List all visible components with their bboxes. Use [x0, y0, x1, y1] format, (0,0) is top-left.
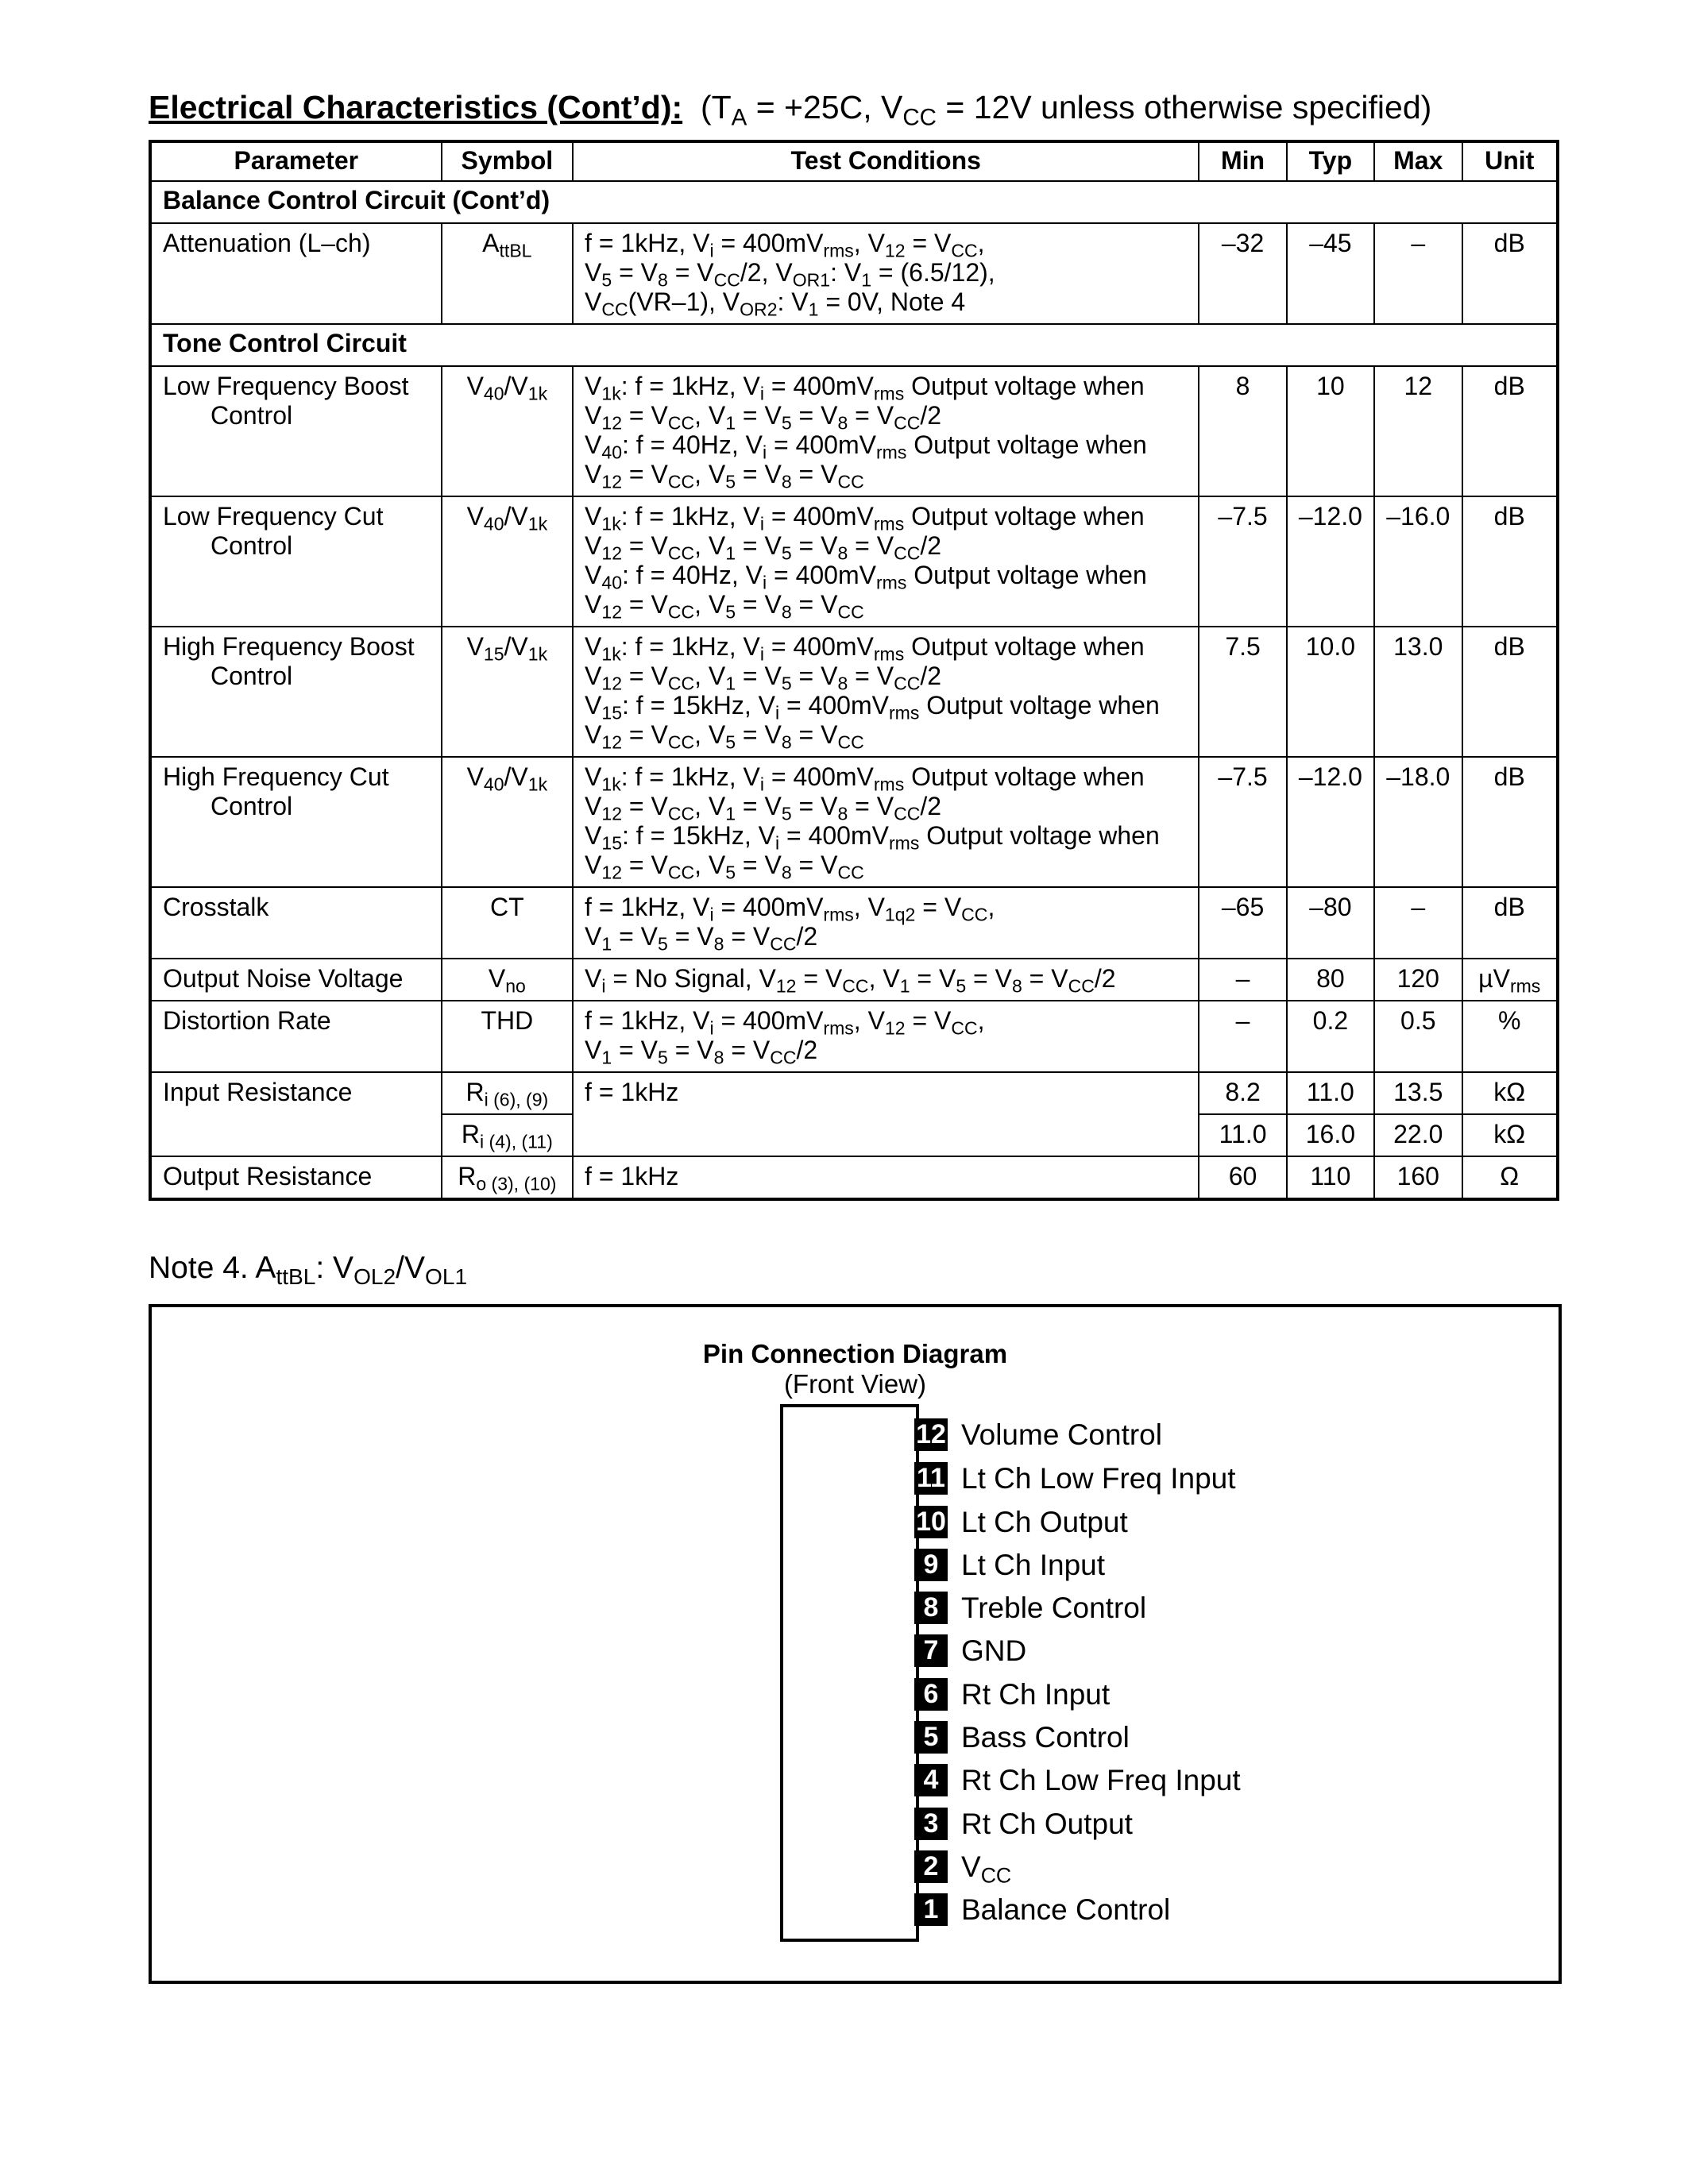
pin-label: Rt Ch Output [961, 1808, 1133, 1840]
pin-label: GND [961, 1634, 1027, 1667]
min-crosstalk: –65 [1199, 887, 1286, 959]
cond-noise: $V_i = No$ Signal, $V_{12} = V_{CC}$, $V_1 = V_5 = V_8 = V_{CC}/2$ [573, 959, 1199, 1001]
pin-12 [914, 1418, 1162, 1451]
symbol-thd: THD [442, 1001, 573, 1072]
section-row [150, 181, 1558, 223]
typ-rin-b: 16.0 [1287, 1114, 1374, 1156]
param-hfb: High Frequency Boost Control [150, 627, 442, 757]
diagram-subtitle: (Front View) [783, 1369, 927, 1399]
header-parameter: Parameter [150, 141, 442, 181]
page-title [149, 89, 1432, 131]
section-tone: Tone Control Circuit [150, 324, 1558, 366]
symbol-lfb: $V_{40}/V_{1k}$ [442, 366, 573, 496]
table-row [150, 1001, 1558, 1072]
typ-crosstalk: –80 [1287, 887, 1374, 959]
unit-rin-a: kΩ [1462, 1072, 1559, 1114]
pin-number: 7 [914, 1634, 948, 1667]
unit-thd: % [1462, 1001, 1559, 1072]
param-lfb: Low Frequency Boost Control [150, 366, 442, 496]
typ-thd: 0.2 [1287, 1001, 1374, 1072]
typ-hfb: 10.0 [1287, 627, 1374, 757]
min-thd: – [1199, 1001, 1286, 1072]
min-hfb: 7.5 [1199, 627, 1286, 757]
table-row [150, 1156, 1558, 1199]
pin-label: Lt Ch Output [961, 1506, 1128, 1538]
unit-rin-b: kΩ [1462, 1114, 1559, 1156]
param-attenuation: Attenuation (L–ch) [150, 223, 442, 324]
pin-number: 1 [914, 1893, 948, 1926]
max-crosstalk: – [1374, 887, 1462, 959]
title-heading: Electrical Characteristics (Cont’d): [149, 89, 683, 125]
min-rout: 60 [1199, 1156, 1286, 1199]
pin-2 [914, 1850, 1012, 1888]
symbol-lfc: $V_{40}/V_{1k}$ [442, 496, 573, 627]
diagram-title: Pin Connection Diagram [702, 1339, 1008, 1368]
pin-number: 12 [914, 1418, 948, 1451]
symbol-crosstalk: CT [442, 887, 573, 959]
max-hfc: –18.0 [1374, 757, 1462, 887]
max-rin-b: 22.0 [1374, 1114, 1462, 1156]
symbol-attenuation: $A_{ttBL}$ [442, 223, 573, 324]
pin-number: 8 [914, 1592, 948, 1624]
unit-hfb: dB [1462, 627, 1559, 757]
symbol-rin-b: $R_{i (4), (11)}$ [442, 1114, 573, 1156]
pin-connection-diagram [149, 1304, 1562, 1984]
cond-thd: f = 1kHz, $V_i = 400mV_{rms}$, $V_{12} = V_{CC}$, $V_1 = V_5 = V_8 = V_{CC}/2$ [573, 1001, 1199, 1072]
param-noise: Output Noise Voltage [150, 959, 442, 1001]
cond-lfb: $V_{1k}$: f = 1kHz, $V_i = 400mV_{rms}$ Output voltage when $V_{12} = V_{CC}$, $V_1 = V_5 = V_8 = V_{CC}/2$ $V_{40}$: f = 40Hz, $V_i = 400mV_{rms}$ Output voltage when $V_{12} = V_{CC}$, $V_5 = V_8 = V_{CC}$ [573, 366, 1199, 496]
pin-4 [914, 1764, 1241, 1796]
unit-noise: µV$_{rms}$ [1462, 959, 1559, 1001]
section-row [150, 324, 1558, 366]
electrical-characteristics-table [149, 140, 1559, 1201]
typ-attenuation: –45 [1287, 223, 1374, 324]
pin-number: 2 [914, 1850, 948, 1883]
unit-hfc: dB [1462, 757, 1559, 887]
pin-7 [914, 1634, 1026, 1667]
cond-attenuation: f = 1kHz, $V_i = 400mV_{rms}$, $V_{12} = V_{CC}$, $V_5 = V_8 = V_{CC}/2$, $V_{OR1}$: $V_1 = (6.5/12)$, $V_{CC}(VR-1)$, $V_{OR2}$: $V_1 = 0V$, Note 4 [573, 223, 1199, 324]
max-hfb: 13.0 [1374, 627, 1462, 757]
unit-rout: Ω [1462, 1156, 1559, 1199]
pin-label: Bass Control [961, 1721, 1130, 1754]
table-row [150, 223, 1558, 324]
typ-rin-a: 11.0 [1287, 1072, 1374, 1114]
unit-lfb: dB [1462, 366, 1559, 496]
table-row [150, 887, 1558, 959]
pin-label: $V_{CC}$ [961, 1850, 1012, 1888]
header-typ: Typ [1287, 141, 1374, 181]
param-lfc: Low Frequency Cut Control [150, 496, 442, 627]
header-min: Min [1199, 141, 1286, 181]
typ-lfc: –12.0 [1287, 496, 1374, 627]
cond-crosstalk: f = 1kHz, $V_i = 400mV_{rms}$, $V_{1q2} = V_{CC}$, $V_1 = V_5 = V_8 = V_{CC}/2$ [573, 887, 1199, 959]
max-lfc: –16.0 [1374, 496, 1462, 627]
min-noise: – [1199, 959, 1286, 1001]
symbol-hfc: $V_{40}/V_{1k}$ [442, 757, 573, 887]
pin-label: Lt Ch Input [961, 1549, 1106, 1581]
table-row [150, 366, 1558, 496]
max-attenuation: – [1374, 223, 1462, 324]
ic-package-outline [780, 1404, 919, 1942]
header-unit: Unit [1462, 141, 1559, 181]
typ-noise: 80 [1287, 959, 1374, 1001]
param-thd: Distortion Rate [150, 1001, 442, 1072]
cond-rout: f = 1kHz [573, 1156, 1199, 1199]
pin-number: 6 [914, 1678, 948, 1711]
cond-rin: f = 1kHz [573, 1072, 1199, 1156]
cond-lfc: $V_{1k}$: f = 1kHz, $V_i = 400mV_{rms}$ Output voltage when $V_{12} = V_{CC}$, $V_1 = V_5 = V_8 = V_{CC}/2$ $V_{40}$: f = 40Hz, $V_i = 400mV_{rms}$ Output voltage when $V_{12} = V_{CC}$, $V_5 = V_8 = V_{CC}$ [573, 496, 1199, 627]
min-lfc: –7.5 [1199, 496, 1286, 627]
pin-number: 10 [914, 1506, 948, 1538]
header-max: Max [1374, 141, 1462, 181]
pin-5 [914, 1721, 1130, 1754]
param-crosstalk: Crosstalk [150, 887, 442, 959]
symbol-noise: $V_{no}$ [442, 959, 573, 1001]
pin-number: 5 [914, 1721, 948, 1754]
pin-label: Treble Control [961, 1592, 1147, 1624]
unit-attenuation: dB [1462, 223, 1559, 324]
max-noise: 120 [1374, 959, 1462, 1001]
param-hfc: High Frequency Cut Control [150, 757, 442, 887]
unit-crosstalk: dB [1462, 887, 1559, 959]
pin-8 [914, 1592, 1146, 1624]
min-rin-b: 11.0 [1199, 1114, 1286, 1156]
header-test-conditions: Test Conditions [573, 141, 1199, 181]
table-row [150, 1072, 1558, 1114]
symbol-rin-a: $R_{i (6), (9)}$ [442, 1072, 573, 1114]
min-hfc: –7.5 [1199, 757, 1286, 887]
unit-lfc: dB [1462, 496, 1559, 627]
pin-label: Balance Control [961, 1893, 1171, 1926]
param-rin: Input Resistance [150, 1072, 442, 1156]
pin-10 [914, 1506, 1128, 1538]
footnote: Note 4. $A_{ttBL}$: $V_{OL2}/V_{OL1}$ [149, 1251, 468, 1289]
pin-number: 4 [914, 1764, 948, 1796]
pin-label: Rt Ch Low Freq Input [961, 1764, 1241, 1796]
typ-lfb: 10 [1287, 366, 1374, 496]
min-attenuation: –32 [1199, 223, 1286, 324]
typ-rout: 110 [1287, 1156, 1374, 1199]
pin-number: 9 [914, 1549, 948, 1581]
pin-label: Volume Control [961, 1418, 1162, 1451]
pin-6 [914, 1678, 1110, 1711]
symbol-hfb: $V_{15}/V_{1k}$ [442, 627, 573, 757]
pin-number: 11 [914, 1462, 948, 1495]
cond-hfb: $V_{1k}$: f = 1kHz, $V_i = 400mV_{rms}$ Output voltage when $V_{12} = V_{CC}$, $V_1 = V_5 = V_8 = V_{CC}/2$ $V_{15}$: f = 15kHz, $V_i = 400mV_{rms}$ Output voltage when $V_{12} = V_{CC}$, $V_5 = V_8 = V_{CC}$ [573, 627, 1199, 757]
min-lfb: 8 [1199, 366, 1286, 496]
table-row [150, 496, 1558, 627]
pin-1 [914, 1893, 1170, 1926]
max-rout: 160 [1374, 1156, 1462, 1199]
pin-label: Rt Ch Input [961, 1678, 1111, 1711]
pin-11 [914, 1462, 1236, 1495]
section-balance: Balance Control Circuit (Cont’d) [150, 181, 1558, 223]
symbol-rout: $R_{o (3), (10)}$ [442, 1156, 573, 1199]
header-symbol: Symbol [442, 141, 573, 181]
pin-9 [914, 1549, 1105, 1581]
param-rout: Output Resistance [150, 1156, 442, 1199]
pin-number: 3 [914, 1808, 948, 1840]
title-conditions: ($T_A = +25C$, $V_{CC} = 12V$ unless otherwise specified) [700, 89, 1432, 131]
table-row [150, 757, 1558, 887]
table-row [150, 627, 1558, 757]
table-header-row [150, 141, 1558, 181]
cond-hfc: $V_{1k}$: f = 1kHz, $V_i = 400mV_{rms}$ Output voltage when $V_{12} = V_{CC}$, $V_1 = V_5 = V_8 = V_{CC}/2$ $V_{15}$: f = 15kHz, $V_i = 400mV_{rms}$ Output voltage when $V_{12} = V_{CC}$, $V_5 = V_8 = V_{CC}$ [573, 757, 1199, 887]
typ-hfc: –12.0 [1287, 757, 1374, 887]
min-rin-a: 8.2 [1199, 1072, 1286, 1114]
table-row [150, 959, 1558, 1001]
max-rin-a: 13.5 [1374, 1072, 1462, 1114]
max-thd: 0.5 [1374, 1001, 1462, 1072]
pin-label: Lt Ch Low Freq Input [961, 1462, 1236, 1495]
pin-3 [914, 1808, 1133, 1840]
max-lfb: 12 [1374, 366, 1462, 496]
